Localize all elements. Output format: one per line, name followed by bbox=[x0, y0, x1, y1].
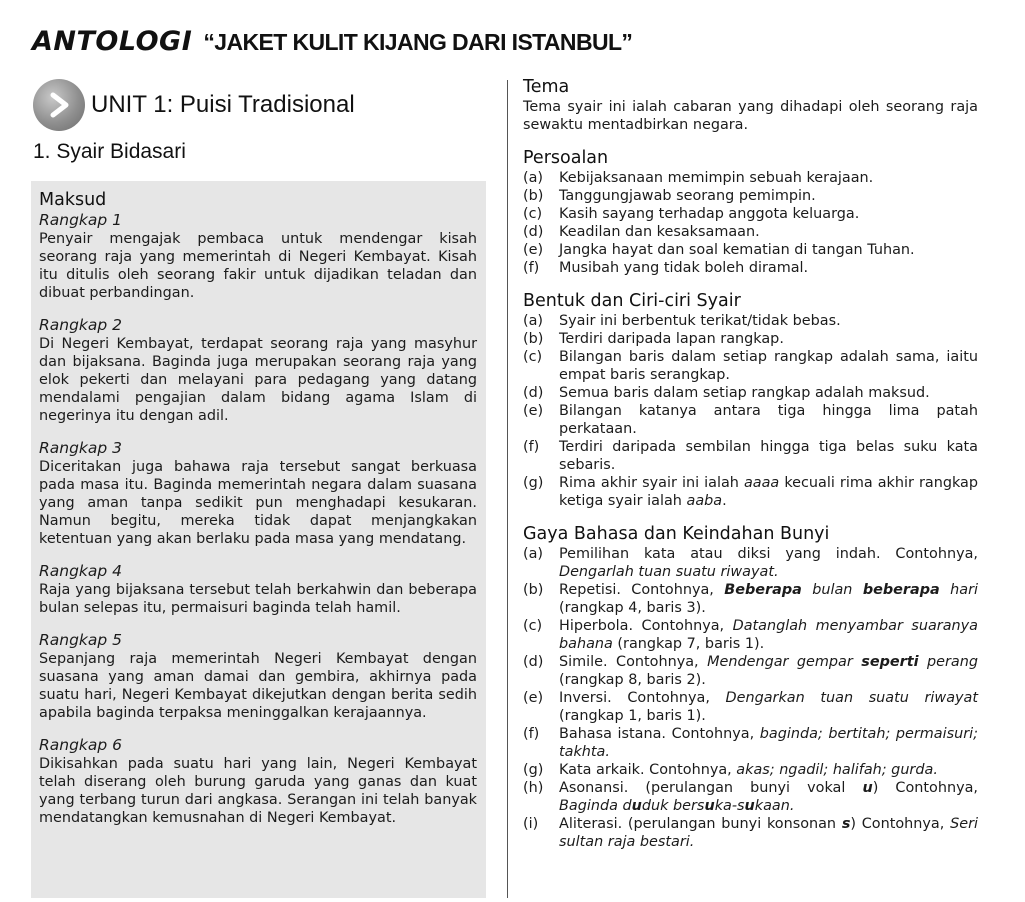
text-run: Simile. Contohnya, bbox=[559, 654, 708, 670]
list-text: Terdiri daripada sembilan hingga tiga belas suku kata sebaris. bbox=[559, 439, 978, 473]
list-text: Kasih sayang terhadap anggota keluarga. bbox=[559, 206, 860, 222]
text-run-italic: baginda; bertitah; permaisuri; takhta bbox=[559, 726, 978, 760]
rangkap-text: Diceritakan juga bahawa raja tersebut sangat berkuasa pada masa itu. Baginda memerintah negara dalam suasana yang aman tanpa sedikit pun menghadapi kesukaran. Namun begitu, mereka tidak dapat menjangkakan ketentuan yang akan berlaku pada masa yang mendatang. bbox=[39, 459, 477, 547]
text-run-italic: Baginda d bbox=[559, 798, 632, 814]
list-text: Kebijaksanaan memimpin sebuah kerajaan. bbox=[559, 170, 874, 186]
list-text: Keadilan dan kesaksamaan. bbox=[559, 224, 760, 240]
list-marker: (e) bbox=[523, 242, 544, 258]
list-item bbox=[523, 545, 978, 581]
list-item bbox=[523, 187, 978, 205]
text-run: Aliterasi. (perulangan bunyi konsonan bbox=[559, 816, 842, 832]
text-run: (rangkap 4, baris 3). bbox=[559, 600, 706, 616]
list-item bbox=[523, 330, 978, 348]
text-run-italic: . bbox=[689, 834, 695, 850]
text-run: ) Contohnya, bbox=[850, 816, 951, 832]
text-run-italic: . bbox=[605, 744, 610, 760]
list-text bbox=[559, 617, 978, 653]
rangkap-text: Di Negeri Kembayat, terdapat seorang raja yang masyhur dan bijaksana. Baginda juga merupakan seorang raja yang elok pekerti dan melayani para pedagang yang datang mendalami pengajian dalam bidang agama Islam di negerinya itu dengan adil. bbox=[39, 336, 477, 424]
rangkap-label: Rangkap 6 bbox=[39, 736, 123, 754]
list-text bbox=[559, 474, 978, 510]
unit-heading bbox=[33, 79, 355, 131]
list-marker: (i) bbox=[523, 816, 539, 832]
gaya-list bbox=[523, 545, 978, 851]
maksud-section bbox=[39, 190, 477, 827]
list-item bbox=[523, 689, 978, 725]
list-marker: (b) bbox=[523, 331, 544, 347]
persoalan-heading: Persoalan bbox=[523, 148, 609, 168]
text-run: (rangkap 1, baris 1). bbox=[559, 708, 706, 724]
list-text: Tanggungjawab seorang pemimpin. bbox=[559, 188, 816, 204]
text-run-italic: hari bbox=[939, 582, 978, 598]
text-run: . bbox=[722, 493, 727, 509]
list-item bbox=[523, 169, 978, 187]
list-marker: (d) bbox=[523, 224, 544, 240]
text-run-italic: perang bbox=[918, 654, 978, 670]
list-text bbox=[559, 545, 978, 581]
rangkap-text: Penyair mengajak pembaca untuk mendengar kisah seorang raja yang memerintah di Negeri Kembayat. Kisah itu ditulis oleh seorang fakir untuk dijadikan teladan dan dibuat perbandingan. bbox=[39, 231, 477, 301]
text-run-italic: Dengarlah tuan suatu riwayat bbox=[559, 564, 774, 580]
column-divider bbox=[507, 80, 508, 898]
list-marker: (g) bbox=[523, 475, 544, 491]
list-text: Terdiri daripada lapan rangkap. bbox=[559, 331, 784, 347]
list-marker: (b) bbox=[523, 188, 544, 204]
text-run-italic: Dengarkan tuan suatu riwayat bbox=[725, 690, 978, 706]
text-run-bold-italic: Beberapa bbox=[724, 582, 802, 598]
list-marker: (d) bbox=[523, 385, 544, 401]
list-marker: (g) bbox=[523, 762, 544, 778]
list-item bbox=[523, 617, 978, 653]
list-item bbox=[523, 402, 978, 438]
list-text: Jangka hayat dan soal kematian di tangan Tuhan. bbox=[559, 242, 915, 258]
list-text: Musibah yang tidak boleh diramal. bbox=[559, 260, 809, 276]
page-header bbox=[32, 26, 632, 57]
list-text bbox=[559, 779, 978, 815]
list-marker: (c) bbox=[523, 206, 543, 222]
list-item bbox=[523, 653, 978, 689]
list-item bbox=[523, 205, 978, 223]
persoalan-section bbox=[523, 148, 978, 277]
rangkap-text: Sepanjang raja memerintah Negeri Kembayat dengan suasana yang aman damai dan gembira, akhirnya pada suatu hari, Negeri Kembayat dikejutkan dengan berita sedih apabila baginda terpaksa meninggalkan kerajaannya. bbox=[39, 651, 477, 721]
text-run-italic: akas; ngadil; halifah; gurda bbox=[736, 762, 934, 778]
bentuk-list bbox=[523, 312, 978, 510]
text-run: Asonansi. (perulangan bunyi vokal bbox=[559, 780, 863, 796]
text-run-bold-italic: s bbox=[841, 816, 851, 832]
section-title: 1. Syair Bidasari bbox=[33, 140, 186, 163]
list-item bbox=[523, 761, 978, 779]
list-item bbox=[523, 815, 978, 851]
list-text bbox=[559, 689, 978, 725]
text-run: (rangkap 8, baris 2). bbox=[559, 672, 706, 688]
text-run: Kata arkaik. Contohnya, bbox=[559, 762, 737, 778]
text-run-italic: aaba bbox=[686, 493, 723, 509]
list-item bbox=[523, 348, 978, 384]
rangkap-text: Raja yang bijaksana tersebut telah berkahwin dan beberapa bulan selepas itu, permaisuri baginda telah hamil. bbox=[39, 582, 477, 616]
gaya-section bbox=[523, 524, 978, 851]
rangkap-label: Rangkap 1 bbox=[39, 211, 123, 229]
rangkap-label: Rangkap 4 bbox=[39, 562, 123, 580]
list-marker: (c) bbox=[523, 618, 543, 634]
right-column bbox=[523, 77, 978, 865]
text-run-italic: Seri sultan raja bestari bbox=[559, 816, 978, 850]
text-run: Pemilihan kata atau diksi yang indah. Contohnya, bbox=[559, 546, 978, 562]
list-text: Bilangan katanya antara tiga hingga lima patah perkataan. bbox=[559, 403, 978, 437]
list-item bbox=[523, 241, 978, 259]
rangkap-text: Dikisahkan pada suatu hari yang lain, Negeri Kembayat telah diserang oleh burung garuda yang ganas dan kuat yang terbang turun dari angkasa. Serangan ini telah banyak mendatangkan kemusnahan di Negeri Kembayat. bbox=[39, 756, 477, 826]
list-item bbox=[523, 259, 978, 277]
list-marker: (f) bbox=[523, 726, 540, 742]
list-marker: (f) bbox=[523, 260, 540, 276]
text-run: Bahasa istana. Contohnya, bbox=[559, 726, 760, 742]
text-run-italic: kaan bbox=[754, 798, 790, 814]
rangkap-label: Rangkap 3 bbox=[39, 439, 123, 457]
list-text bbox=[559, 815, 978, 851]
text-run: kecuali rima akhir rangkap ketiga syair ialah bbox=[559, 475, 978, 509]
list-text: Syair ini berbentuk terikat/tidak bebas. bbox=[559, 313, 841, 329]
list-item bbox=[523, 438, 978, 474]
tema-text: Tema syair ini ialah cabaran yang dihadapi oleh seorang raja sewaktu mentadbirkan negara. bbox=[523, 99, 978, 133]
list-marker: (a) bbox=[523, 313, 544, 329]
list-item bbox=[523, 474, 978, 510]
text-run-italic: bulan bbox=[801, 582, 863, 598]
persoalan-list bbox=[523, 169, 978, 277]
tema-heading: Tema bbox=[523, 77, 570, 97]
list-item bbox=[523, 312, 978, 330]
list-item bbox=[523, 223, 978, 241]
text-run: Repetisi. Contohnya, bbox=[559, 582, 725, 598]
text-run: Inversi. Contohnya, bbox=[559, 690, 726, 706]
list-item bbox=[523, 779, 978, 815]
list-text bbox=[559, 581, 978, 617]
text-run-bold-italic: u bbox=[862, 780, 873, 796]
text-run-bold-italic: u bbox=[631, 798, 642, 814]
text-run-bold-italic: u bbox=[704, 798, 715, 814]
text-run-italic: . bbox=[773, 564, 779, 580]
text-run: (rangkap 7, baris 1). bbox=[612, 636, 765, 652]
text-run-italic: Datanglah menyambar suaranya bahana bbox=[559, 618, 978, 652]
list-marker: (c) bbox=[523, 349, 543, 365]
text-run-italic: aaaa bbox=[743, 475, 780, 491]
list-item bbox=[523, 384, 978, 402]
list-marker: (a) bbox=[523, 546, 544, 562]
chevron-right-icon bbox=[33, 79, 85, 131]
text-run-italic: Mendengar gempar bbox=[707, 654, 862, 670]
text-run-bold-italic: beberapa bbox=[862, 582, 940, 598]
book-title: “JAKET KULIT KIJANG DARI ISTANBUL” bbox=[203, 29, 633, 55]
list-marker: (f) bbox=[523, 439, 540, 455]
brand-title: ANTOLOGI bbox=[32, 26, 193, 57]
tema-section bbox=[523, 77, 978, 134]
text-run-bold-italic: seperti bbox=[861, 654, 919, 670]
list-marker: (e) bbox=[523, 403, 544, 419]
text-run-italic: duk bers bbox=[641, 798, 705, 814]
list-text: Bilangan baris dalam setiap rangkap adalah sama, iaitu empat baris serangkap. bbox=[559, 349, 978, 383]
gaya-heading: Gaya Bahasa dan Keindahan Bunyi bbox=[523, 524, 830, 544]
list-marker: (h) bbox=[523, 780, 544, 796]
text-run: Rima akhir syair ini ialah bbox=[559, 475, 744, 491]
unit-title: UNIT 1: Puisi Tradisional bbox=[91, 91, 355, 118]
list-marker: (d) bbox=[523, 654, 544, 670]
text-run: ) Contohnya, bbox=[872, 780, 978, 796]
text-run-italic: . bbox=[933, 762, 938, 778]
rangkap-label: Rangkap 5 bbox=[39, 631, 123, 649]
rangkap-label: Rangkap 2 bbox=[39, 316, 123, 334]
list-text bbox=[559, 725, 978, 761]
list-text bbox=[559, 653, 978, 689]
list-marker: (b) bbox=[523, 582, 544, 598]
text-run-bold-italic: u bbox=[744, 798, 755, 814]
bentuk-heading: Bentuk dan Ciri-ciri Syair bbox=[523, 291, 741, 311]
list-item bbox=[523, 725, 978, 761]
list-text: Semua baris dalam setiap rangkap adalah maksud. bbox=[559, 385, 930, 401]
list-item bbox=[523, 581, 978, 617]
list-text bbox=[559, 761, 978, 779]
text-run-italic: ka-s bbox=[714, 798, 745, 814]
text-run: Hiperbola. Contohnya, bbox=[559, 618, 733, 634]
list-marker: (a) bbox=[523, 170, 544, 186]
text-run-italic: . bbox=[789, 798, 795, 814]
maksud-heading: Maksud bbox=[39, 190, 107, 210]
bentuk-section bbox=[523, 291, 978, 510]
list-marker: (e) bbox=[523, 690, 544, 706]
